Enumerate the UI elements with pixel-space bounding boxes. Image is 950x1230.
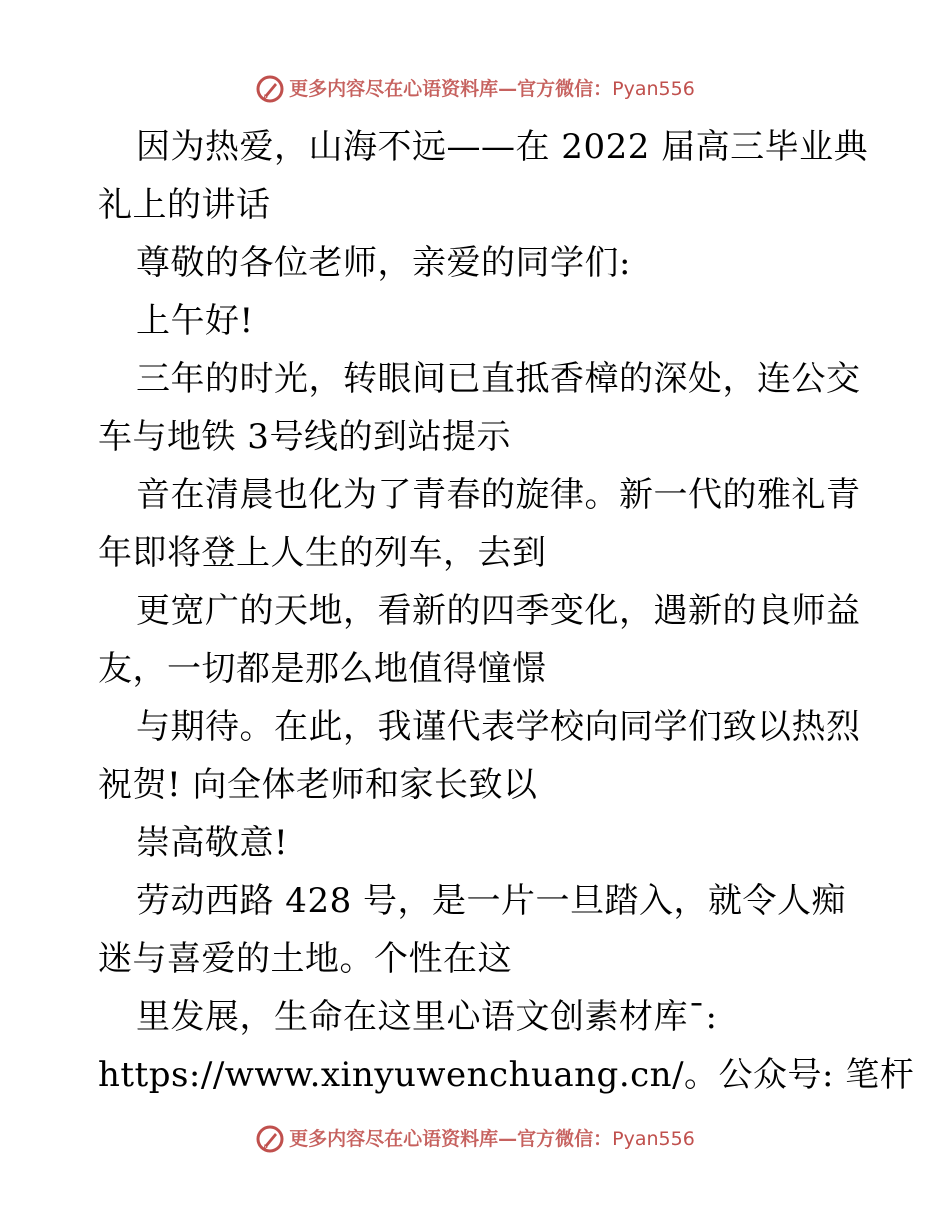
document-body [98, 118, 915, 1104]
paragraph-line: 更宽广的天地，看新的四季变化，遇新的良师益 [136, 591, 861, 631]
paragraph-line: 三年的时光，转眼间已直抵香樟的深处，连公交 [136, 359, 861, 399]
paragraph-line: 崇高敬意! [136, 823, 289, 863]
title-line-2: 礼上的讲话 [98, 185, 271, 225]
pen-circle-logo-icon [255, 74, 285, 104]
paragraph-line: 与期待。在此，我谨代表学校向同学们致以热烈 [136, 707, 861, 747]
banner-wechat-id: Pyan556 [612, 78, 695, 100]
title-line-1: 因为热爱，山海不远——在 2022 届高三毕业典 [136, 127, 869, 167]
paragraph-line: 里发展，生命在这里心语文创素材库¯: [136, 997, 718, 1037]
paragraph-line: 友，一切都是那么地值得憧憬 [98, 649, 547, 689]
paragraph-line: 劳动西路 428 号，是一片一旦踏入，就令人痴 [136, 881, 847, 921]
paragraph-line: 音在清晨也化为了青春的旋律。新一代的雅礼青 [136, 475, 861, 515]
greeting: 上午好! [136, 301, 254, 341]
paragraph-line: 年即将登上人生的列车，去到 [98, 533, 547, 573]
salutation: 尊敬的各位老师，亲爱的同学们: [136, 243, 631, 283]
url-line: https://www.xinyuwenchuang.cn/。公众号: 笔杆 [98, 1055, 915, 1095]
banner-text [289, 74, 695, 104]
paragraph-line: 迷与喜爱的土地。个性在这 [98, 939, 512, 979]
banner-text-cn: 更多内容尽在心语资料库—官方微信： [289, 1128, 613, 1150]
header-banner [0, 72, 950, 106]
pen-circle-logo-icon [255, 1124, 285, 1154]
paragraph-line: 祝贺! 向全体老师和家长致以 [98, 765, 538, 805]
banner-text-cn: 更多内容尽在心语资料库—官方微信： [289, 78, 613, 100]
paragraph-line: 车与地铁 3号线的到站提示 [98, 417, 511, 457]
banner-text [289, 1124, 695, 1154]
footer-banner [0, 1122, 950, 1156]
banner-wechat-id: Pyan556 [612, 1128, 695, 1150]
